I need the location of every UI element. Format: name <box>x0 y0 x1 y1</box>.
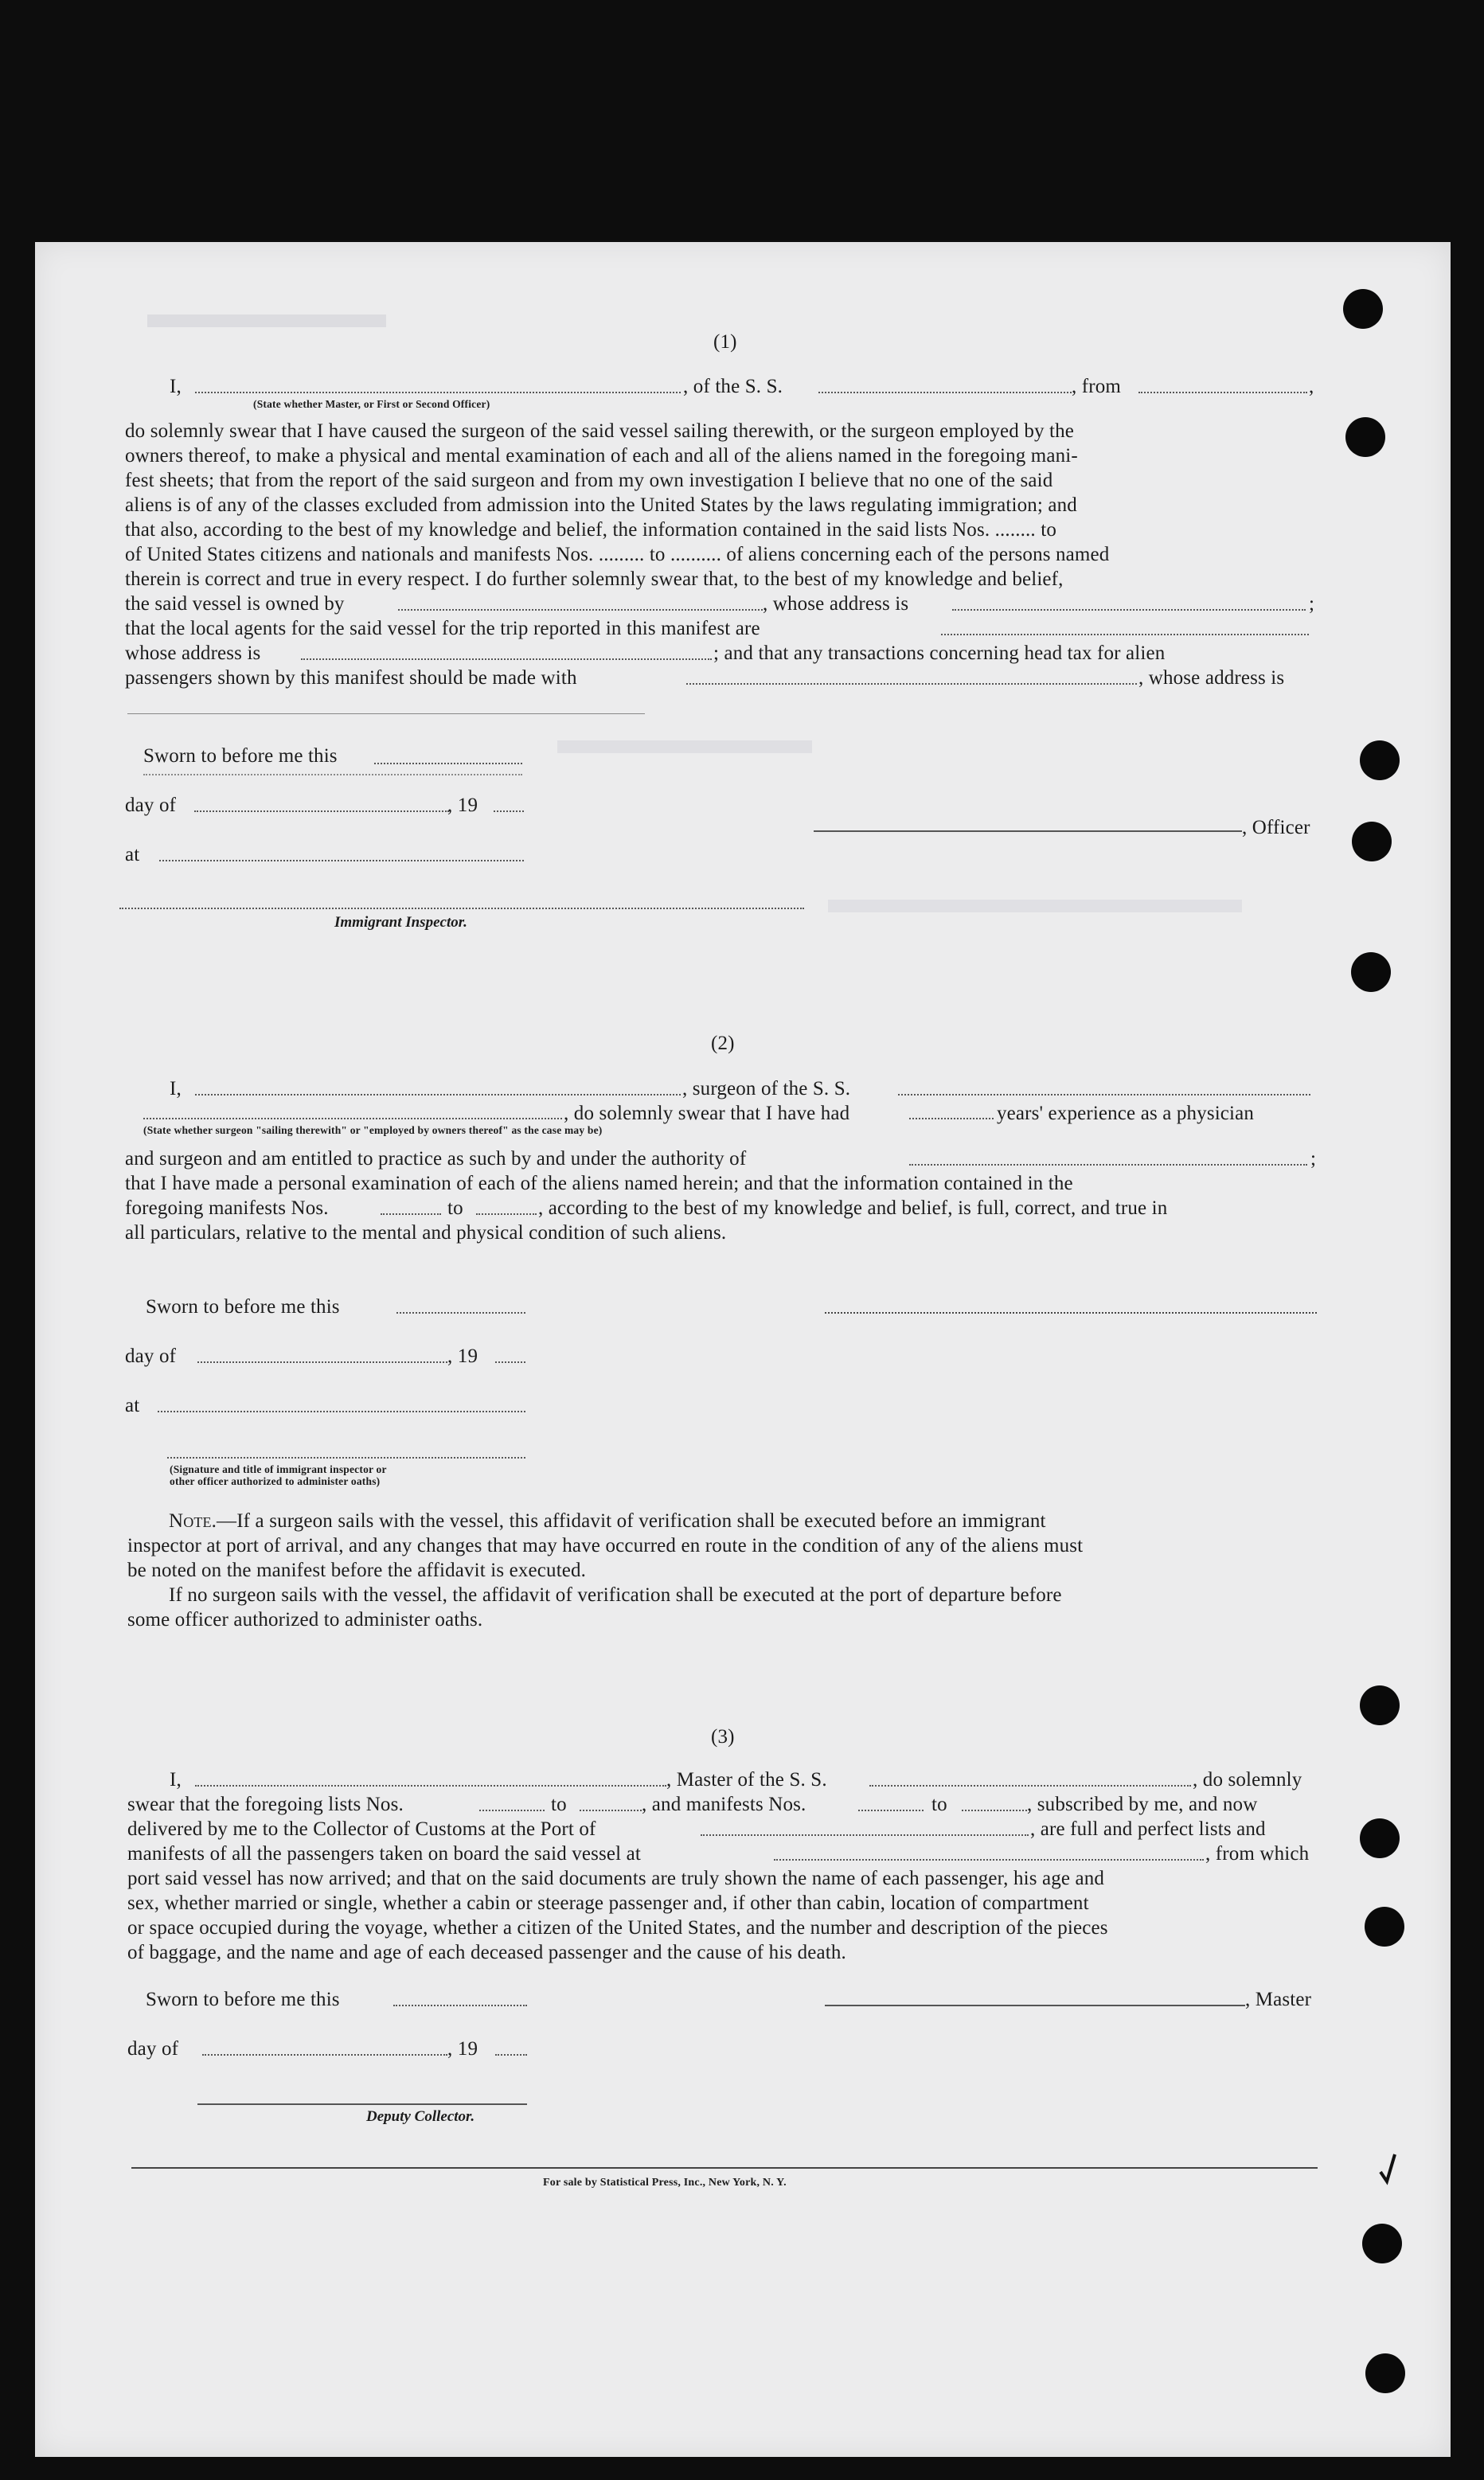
note-text-1: —If a surgeon sails with the vessel, this affidavit of verification shall be executed before an immigrant <box>217 1510 1046 1532</box>
section-2-sworn-label: Sworn to before me this <box>146 1296 340 1318</box>
section-2-year-label: , 19 <box>447 1345 478 1367</box>
note-line-2: inspector at port of arrival, and any changes that may have occurred en route in the condition of any of the aliens must <box>127 1535 1084 1556</box>
section-1-at-label: at <box>125 844 140 865</box>
agents-address-field[interactable] <box>301 658 712 660</box>
deputy-collector-signature-line[interactable] <box>197 2103 527 2105</box>
surgeon-ship-field[interactable] <box>898 1094 1310 1095</box>
boarding-port-field[interactable] <box>774 1859 1204 1861</box>
lists-from-field[interactable] <box>479 1810 545 1811</box>
divider <box>127 713 645 714</box>
immigrant-inspector-label: Immigrant Inspector. <box>334 914 467 931</box>
bleed-through-mark <box>828 900 1242 912</box>
note-line-1 <box>169 1509 1046 1533</box>
deputy-collector-label: Deputy Collector. <box>366 2108 475 2125</box>
master-name-field[interactable] <box>195 392 681 393</box>
section-3-sworn-date-field[interactable] <box>393 2005 527 2006</box>
lists-to-field[interactable] <box>580 1810 642 1811</box>
authority-label: and surgeon and am entitled to practice as such by and under the authority of <box>125 1148 747 1170</box>
section-2-day-of-field[interactable] <box>197 1361 447 1363</box>
years-experience-label: years' experience as a physician <box>997 1103 1255 1124</box>
lists-to-label: to <box>551 1794 567 1815</box>
from-label: , from <box>1072 376 1121 397</box>
head-tax-party-field[interactable] <box>686 683 1137 685</box>
punch-hole <box>1351 952 1391 992</box>
punch-hole <box>1360 740 1400 780</box>
section-1-I: I, <box>170 376 182 397</box>
note-line-5: some officer authorized to administer oaths. <box>127 1609 483 1631</box>
section-1-year-field[interactable] <box>494 810 524 812</box>
printer-footer: For sale by Statistical Press, Inc., New York, N. Y. <box>543 2177 787 2189</box>
section-1-number: (1) <box>713 331 737 353</box>
surgeon-do-solemnly: , do solemnly swear that I have had <box>564 1103 850 1124</box>
inspector-signature-line[interactable] <box>119 908 804 909</box>
section-3-line-3: or space occupied during the voyage, whether a citizen of the United States, and the number and description of the pieces <box>127 1917 1108 1939</box>
semicolon: ; <box>1310 1148 1317 1170</box>
punch-hole <box>1365 2353 1405 2393</box>
semicolon: ; <box>1309 593 1315 615</box>
surgeon-of-label: , surgeon of the S. S. <box>682 1078 851 1099</box>
years-experience-field[interactable] <box>909 1118 994 1119</box>
manifests-to-field[interactable] <box>962 1810 1027 1811</box>
oath-line-7: therein is correct and true in every respect. I do further solemnly swear that, to the best of my knowledge and belief, <box>125 568 1064 590</box>
section-1-state-note: (State whether Master, or First or Second Officer) <box>253 398 490 410</box>
section-3-line-1: port said vessel has now arrived; and that on the said documents are truly shown the name of each passenger, his age and <box>127 1868 1105 1889</box>
section-3-do-solemnly: , do solemnly <box>1193 1769 1302 1791</box>
manifests-of-label: manifests of all the passengers taken on board the said vessel at <box>127 1843 641 1865</box>
section-3-year-field[interactable] <box>495 2054 527 2056</box>
ship-name-field[interactable] <box>818 392 1072 393</box>
section-2-day-of-label: day of <box>125 1345 177 1367</box>
note-line-4: If no surgeon sails with the vessel, the affidavit of verification shall be executed at the port of departure before <box>169 1584 1062 1606</box>
oath-line-6: of United States citizens and nationals and manifests Nos. ......... to .......... of aliens concerning each of the persons named <box>125 544 1110 565</box>
foregoing-manifests-label: foregoing manifests Nos. <box>125 1197 329 1219</box>
oath-line-2: owners thereof, to make a physical and mental examination of each and all of the aliens named in the foregoing mani- <box>125 445 1078 467</box>
authority-field[interactable] <box>909 1164 1307 1166</box>
surgeon-name-field[interactable] <box>195 1094 681 1095</box>
section-1-day-of-label: day of <box>125 795 177 816</box>
officer-label: , Officer <box>1242 817 1310 838</box>
subscribed-label: , subscribed by me, and now <box>1027 1794 1258 1815</box>
local-agents-label: that the local agents for the said vessel for the trip reported in this manifest are <box>125 618 760 639</box>
oath-line-3: fest sheets; that from the report of the said surgeon and from my own investigation I believe that no one of the said <box>125 470 1053 491</box>
surgeon-status-field[interactable] <box>143 1118 562 1119</box>
delivered-label: delivered by me to the Collector of Customs at the Port of <box>127 1818 596 1840</box>
section-3-ship-field[interactable] <box>869 1785 1191 1787</box>
officer-signature-line[interactable] <box>814 830 1242 832</box>
check-mark-icon <box>1377 2150 1401 2189</box>
section-1-sworn-date-field[interactable] <box>374 763 522 764</box>
swear-lists-label: swear that the foregoing lists Nos. <box>127 1794 404 1815</box>
oath-line-5: that also, according to the best of my knowledge and belief, the information contained in the said lists Nos. ........ to <box>125 519 1056 541</box>
head-tax-address-label: , whose address is <box>1138 667 1285 689</box>
section-1-sworn-label: Sworn to before me this <box>143 745 338 767</box>
from-which-label: , from which <box>1205 1843 1310 1865</box>
punch-hole <box>1362 2224 1402 2263</box>
section-3-year-label: , 19 <box>447 2038 478 2060</box>
section-3-sworn-label: Sworn to before me this <box>146 1989 340 2010</box>
punch-hole <box>1365 1907 1404 1947</box>
head-tax-text: ; and that any transactions concerning head tax for alien <box>713 642 1166 664</box>
master-signature-line[interactable] <box>825 2005 1245 2006</box>
punch-hole <box>1352 822 1392 861</box>
section-2-inspector-signature-line[interactable] <box>167 1457 525 1459</box>
particulars-line: all particulars, relative to the mental and physical condition of such aliens. <box>125 1222 727 1244</box>
footer-rule <box>131 2167 1318 2169</box>
to-label: to <box>447 1197 463 1219</box>
section-3-line-2: sex, whether married or single, whether a cabin or steerage passenger and, if other than cabin, location of compartment <box>127 1892 1089 1914</box>
manifests-to-label: to <box>931 1794 947 1815</box>
section-3-day-of-field[interactable] <box>202 2054 447 2056</box>
punch-hole <box>1345 417 1385 457</box>
are-full-label: , are full and perfect lists and <box>1030 1818 1266 1840</box>
section-1-sworn-extra-dots <box>143 774 522 775</box>
section-1-at-field[interactable] <box>159 860 524 861</box>
manifest-from-field[interactable] <box>381 1213 441 1215</box>
manifest-to-field[interactable] <box>476 1213 537 1215</box>
owner-field[interactable] <box>398 609 763 611</box>
of-ss-label: , of the S. S. <box>683 376 783 397</box>
bleed-through-mark <box>557 740 812 753</box>
port-field[interactable] <box>701 1834 1029 1836</box>
note-line-3: be noted on the manifest before the affidavit is executed. <box>127 1560 587 1581</box>
section-1-day-of-field[interactable] <box>194 810 449 812</box>
signature-note-2: other officer authorized to administer oaths) <box>170 1475 381 1487</box>
departure-port-field[interactable] <box>1138 392 1307 393</box>
note-label: Note. <box>169 1510 217 1532</box>
head-tax-with-label: passengers shown by this manifest should be made with <box>125 667 577 689</box>
surgeon-signature-line[interactable] <box>825 1312 1317 1314</box>
agents-address-label: whose address is <box>125 642 261 664</box>
manifests-from-field[interactable] <box>858 1810 924 1811</box>
punch-hole <box>1343 289 1383 329</box>
and-manifests-label: , and manifests Nos. <box>642 1794 806 1815</box>
section-2-number: (2) <box>711 1033 735 1054</box>
section-2-sworn-date-field[interactable] <box>396 1312 525 1314</box>
section-2-state-note: (State whether surgeon "sailing therewith" or "employed by owners thereof" as the case may be) <box>143 1124 603 1136</box>
master-label: , Master <box>1245 1989 1312 2010</box>
signature-note-1: (Signature and title of immigrant inspector or <box>170 1463 387 1475</box>
owner-address-label: , whose address is <box>763 593 909 615</box>
master-of-label: , Master of the S. S. <box>666 1769 827 1791</box>
comma: , <box>1309 376 1314 397</box>
owned-by-label: the said vessel is owned by <box>125 593 345 615</box>
section-3-day-of-label: day of <box>127 2038 179 2060</box>
owner-address-field[interactable] <box>952 609 1306 611</box>
punch-hole <box>1360 1685 1400 1725</box>
section-3-master-name-field[interactable] <box>195 1785 666 1787</box>
oath-line-4: aliens is of any of the classes excluded from admission into the United States by the laws regulating immigration; and <box>125 494 1077 516</box>
section-3-I: I, <box>170 1769 182 1791</box>
section-1-year-label: , 19 <box>447 795 478 816</box>
examination-line: that I have made a personal examination of each of the aliens named herein; and that the information contained in the <box>125 1173 1073 1194</box>
punch-hole <box>1360 1818 1400 1858</box>
section-2-year-field[interactable] <box>495 1361 525 1363</box>
section-2-at-field[interactable] <box>158 1411 525 1412</box>
section-2-I: I, <box>170 1078 182 1099</box>
section-2-at-label: at <box>125 1395 140 1416</box>
section-3-line-4: of baggage, and the name and age of each deceased passenger and the cause of his death. <box>127 1942 846 1963</box>
bleed-through-mark <box>147 314 386 327</box>
section-3-number: (3) <box>711 1726 735 1748</box>
oath-line-1: do solemnly swear that I have caused the surgeon of the said vessel sailing therewith, or the surgeon employed by the <box>125 420 1075 442</box>
according-text: , according to the best of my knowledge and belief, is full, correct, and true in <box>538 1197 1168 1219</box>
local-agents-field[interactable] <box>941 634 1309 635</box>
